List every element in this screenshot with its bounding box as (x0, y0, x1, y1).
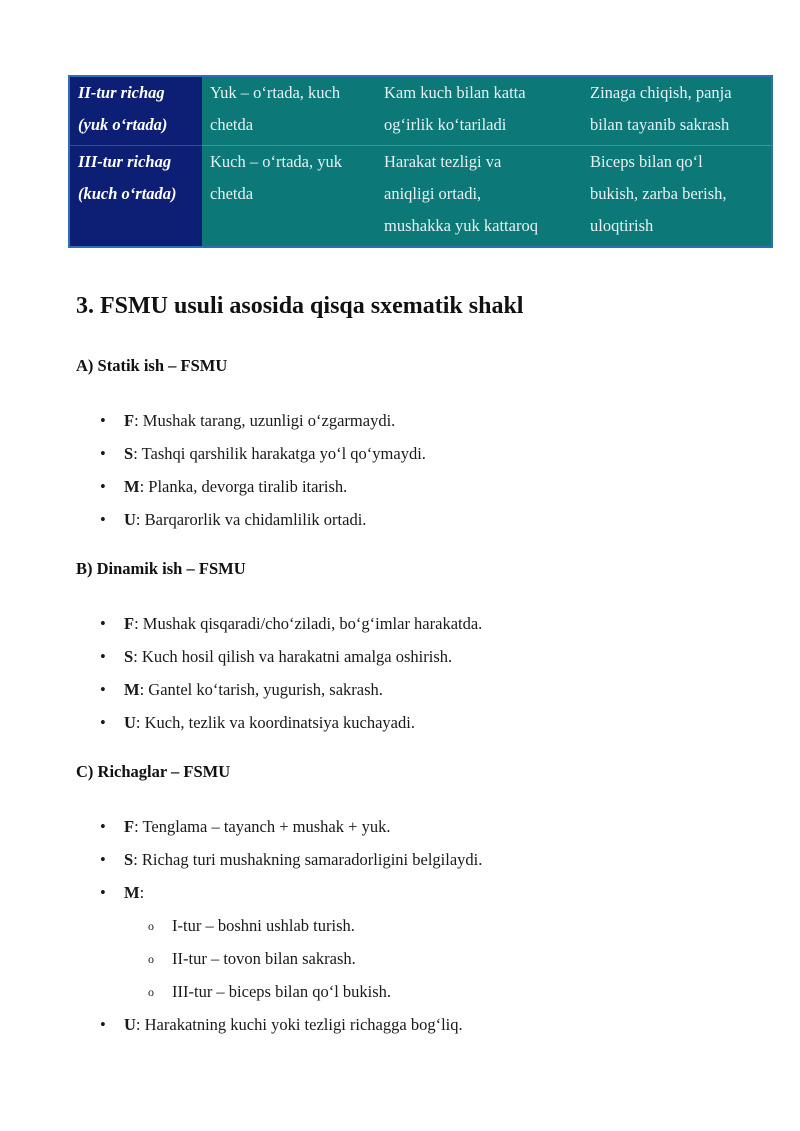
sub-list-item: o II-tur – tovon bilan sakrash. (76, 942, 776, 975)
item-text: : Planka, devorga tiralib itarish. (139, 477, 348, 496)
table-row (69, 146, 772, 248)
item-text: : Barqarorlik va chidamlilik ortadi. (135, 510, 367, 529)
table-cell (376, 146, 582, 248)
table-row (69, 76, 772, 146)
fsmu-list (76, 810, 776, 1041)
list-item (76, 437, 776, 470)
sub-list-item: o I-tur – boshni ushlab turish. (76, 909, 776, 942)
item-key: M (124, 883, 140, 902)
list-item (76, 810, 776, 843)
cell-line: bukish, zarba berish, (590, 184, 727, 203)
item-text: : Richag turi mushakning samaradorligini belgilaydi. (133, 850, 483, 869)
cell-line: chetda (210, 115, 254, 134)
fsmu-list (76, 607, 776, 739)
list-item (76, 673, 776, 706)
item-key: M (124, 477, 140, 496)
section-title: 3. FSMU usuli asosida qisqa sxematik shakl (76, 293, 524, 319)
item-text: : Mushak qisqaradi/cho‘ziladi, bo‘g‘imlar harakatda. (134, 614, 483, 633)
item-key: S (124, 850, 134, 869)
item-key: U (124, 1015, 136, 1034)
list-item (76, 1008, 776, 1041)
subsection-title: C) Richaglar – FSMU (76, 762, 231, 781)
section-dynamic (76, 557, 776, 739)
cell-line: Kuch – o‘rtada, yuk (210, 152, 342, 171)
cell-line: bilan tayanib sakrash (590, 115, 730, 134)
table-cell (376, 76, 582, 146)
section-static (76, 354, 776, 536)
cell-line: (kuch o‘rtada) (78, 184, 177, 203)
list-item (76, 404, 776, 437)
list-item (76, 503, 776, 536)
cell-line: Zinaga chiqish, panja (590, 83, 732, 102)
table-cell (202, 146, 376, 248)
section-levers (76, 760, 776, 1041)
fsmu-content (76, 280, 776, 1041)
item-text: : Kuch hosil qilish va harakatni amalga oshirish. (133, 647, 453, 666)
item-text: : Mushak tarang, uzunligi o‘zgarmaydi. (134, 411, 396, 430)
table-cell (582, 76, 772, 146)
subsection-title: B) Dinamik ish – FSMU (76, 559, 246, 578)
lever-types-table (68, 75, 773, 248)
item-key: U (124, 510, 136, 529)
list-item (76, 876, 776, 1008)
item-key: S (124, 647, 134, 666)
cell-line: og‘irlik ko‘tariladi (384, 115, 507, 134)
item-key: F (124, 411, 135, 430)
item-text: : Tenglama – tayanch + mushak + yuk. (134, 817, 391, 836)
table-cell (582, 146, 772, 248)
item-key: F (124, 614, 135, 633)
cell-line: Yuk – o‘rtada, kuch (210, 83, 341, 102)
item-text: : Gantel ko‘tarish, yugurish, sakrash. (139, 680, 383, 699)
table-row-header (69, 146, 202, 248)
cell-line: Harakat tezligi va (384, 152, 502, 171)
list-item (76, 706, 776, 739)
item-key: S (124, 444, 134, 463)
list-item (76, 607, 776, 640)
cell-line: Kam kuch bilan katta (384, 83, 526, 102)
item-text: : (139, 883, 145, 902)
item-key: U (124, 713, 136, 732)
list-item (76, 470, 776, 503)
item-text: : Tashqi qarshilik harakatga yo‘l qo‘ymaydi. (133, 444, 426, 463)
sub-list-item: o III-tur – biceps bilan qo‘l bukish. (76, 975, 776, 1008)
cell-line: chetda (210, 184, 254, 203)
cell-line: uloqtirish (590, 216, 654, 235)
sub-list (124, 909, 776, 1008)
table-cell (202, 76, 376, 146)
cell-line: aniqligi ortadi, (384, 184, 482, 203)
cell-line: (yuk o‘rtada) (78, 115, 168, 134)
cell-line: mushakka yuk kattaroq (384, 216, 538, 235)
list-item (76, 640, 776, 673)
table-row-header (69, 76, 202, 146)
cell-line: Biceps bilan qo‘l (590, 152, 703, 171)
list-item (76, 843, 776, 876)
subsection-title: A) Statik ish – FSMU (76, 356, 228, 375)
item-text: : Harakatning kuchi yoki tezligi richagga bog‘liq. (135, 1015, 463, 1034)
cell-line: II-tur richag (78, 83, 165, 102)
item-key: F (124, 817, 135, 836)
fsmu-list (76, 404, 776, 536)
item-key: M (124, 680, 140, 699)
cell-line: III-tur richag (78, 152, 172, 171)
item-text: : Kuch, tezlik va koordinatsiya kuchayadi. (135, 713, 415, 732)
